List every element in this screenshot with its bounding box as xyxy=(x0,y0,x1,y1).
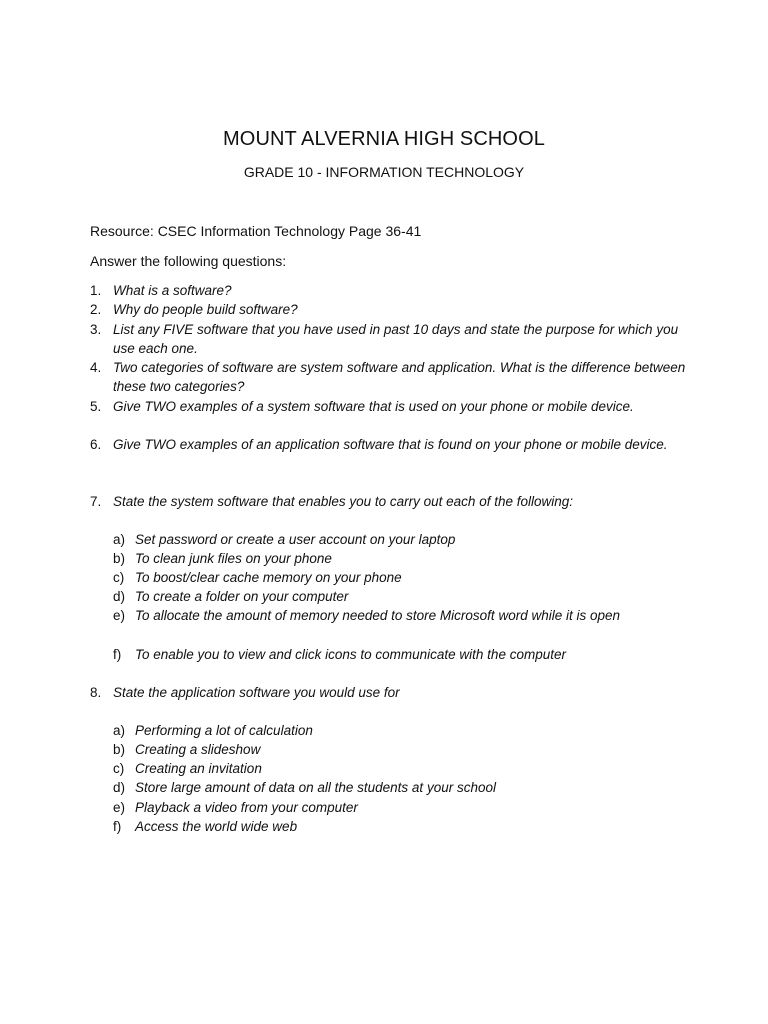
question-text: Why do people build software? xyxy=(113,302,298,317)
item-letter: f) xyxy=(113,819,122,834)
question-number: 1. xyxy=(90,283,102,298)
q7-item-e xyxy=(113,606,673,625)
instructions-heading: Answer the following questions: xyxy=(90,253,287,269)
question-text: List any FIVE software that you have used in past 10 days and state the purpose for which you use each one. xyxy=(113,322,679,356)
question-number: 5. xyxy=(90,399,102,414)
school-title: MOUNT ALVERNIA HIGH SCHOOL xyxy=(223,128,545,150)
item-text: To create a folder on your computer xyxy=(135,589,349,604)
q7-item-c xyxy=(113,568,673,587)
q8-item-d xyxy=(113,778,673,797)
question-5 xyxy=(90,397,690,416)
item-text: To boost/clear cache memory on your phone xyxy=(135,570,402,585)
q7-item-f xyxy=(113,645,673,664)
item-letter: c) xyxy=(113,570,125,585)
question-text: Two categories of software are system software and application. What is the difference between these two categories? xyxy=(113,360,686,394)
item-text: Access the world wide web xyxy=(135,819,298,834)
question-4 xyxy=(90,358,690,396)
item-text: Playback a video from your computer xyxy=(135,800,358,815)
question-1 xyxy=(90,281,690,300)
q7-item-b xyxy=(113,549,673,568)
question-number: 8. xyxy=(90,685,102,700)
question-number: 7. xyxy=(90,494,102,509)
item-text: To allocate the amount of memory needed to store Microsoft word while it is open xyxy=(135,608,620,623)
item-letter: d) xyxy=(113,780,126,795)
item-letter: b) xyxy=(113,742,126,757)
item-letter: d) xyxy=(113,589,126,604)
item-letter: e) xyxy=(113,608,126,623)
item-text: Creating an invitation xyxy=(135,761,262,776)
question-number: 3. xyxy=(90,322,102,337)
question-number: 6. xyxy=(90,437,102,452)
question-text: State the system software that enables you to carry out each of the following: xyxy=(113,494,574,509)
question-number: 4. xyxy=(90,360,102,375)
question-text: Give TWO examples of a system software that is used on your phone or mobile device. xyxy=(113,399,634,414)
question-text: State the application software you would use for xyxy=(113,685,400,700)
question-2 xyxy=(90,300,690,319)
item-text: Performing a lot of calculation xyxy=(135,723,313,738)
q8-item-a xyxy=(113,721,673,740)
q8-item-e xyxy=(113,798,673,817)
item-text: Set password or create a user account on your laptop xyxy=(135,532,456,547)
resource-line: Resource: CSEC Information Technology Page 36-41 xyxy=(90,223,422,239)
item-text: Creating a slideshow xyxy=(135,742,261,757)
item-letter: e) xyxy=(113,800,126,815)
item-text: Store large amount of data on all the students at your school xyxy=(135,780,496,795)
item-text: To enable you to view and click icons to communicate with the computer xyxy=(135,647,566,662)
item-text: To clean junk files on your phone xyxy=(135,551,332,566)
question-6 xyxy=(90,435,690,454)
question-number: 2. xyxy=(90,302,102,317)
q8-item-f xyxy=(113,817,673,836)
q7-item-d xyxy=(113,587,673,606)
item-letter: f) xyxy=(113,647,122,662)
grade-subtitle: GRADE 10 - INFORMATION TECHNOLOGY xyxy=(243,164,525,180)
q7-item-a xyxy=(113,530,673,549)
question-3 xyxy=(90,320,690,358)
item-letter: a) xyxy=(113,723,126,738)
question-8 xyxy=(90,683,690,702)
item-letter: b) xyxy=(113,551,126,566)
item-letter: c) xyxy=(113,761,125,776)
question-text: What is a software? xyxy=(113,283,232,298)
question-7 xyxy=(90,492,690,511)
q8-item-b xyxy=(113,740,673,759)
item-letter: a) xyxy=(113,532,126,547)
question-text: Give TWO examples of an application software that is found on your phone or mobile device. xyxy=(113,437,668,452)
q8-item-c xyxy=(113,759,673,778)
